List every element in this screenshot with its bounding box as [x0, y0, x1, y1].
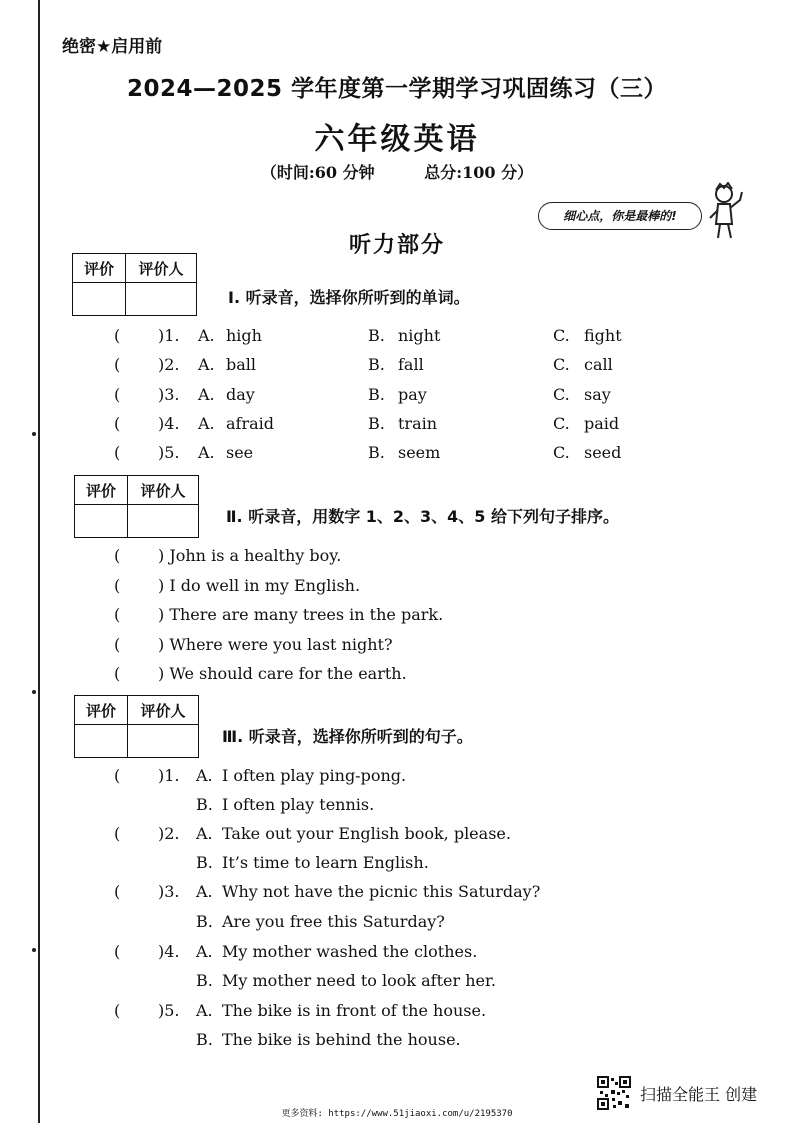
sentence: ) We should care for the earth. — [158, 664, 407, 683]
part3-title: Ⅲ. 听录音，选择你所听到的句子。 — [222, 727, 473, 746]
answer-blank[interactable]: ( — [114, 414, 121, 433]
question-number: )4. — [158, 942, 180, 961]
option-c-label: C. — [553, 414, 570, 433]
grader-label: 评价人 — [128, 476, 199, 505]
answer-blank[interactable]: ( — [114, 355, 121, 374]
option-b: Are you free this Saturday? — [222, 912, 445, 931]
score-field[interactable] — [73, 283, 126, 316]
binding-mark — [32, 432, 36, 436]
question-number: )4. — [158, 414, 180, 433]
option-a-label: A. — [196, 942, 213, 961]
question-number: )1. — [158, 326, 180, 345]
answer-blank[interactable]: ( — [114, 326, 121, 345]
option-a: My mother washed the clothes. — [222, 942, 478, 961]
answer-blank[interactable]: ( — [114, 385, 121, 404]
time-limit: （时间:60 分钟 — [260, 163, 375, 182]
option-b-label: B. — [368, 414, 385, 433]
option-b-label: B. — [368, 326, 385, 345]
answer-blank[interactable]: ( — [114, 443, 121, 462]
answer-blank[interactable]: ( — [114, 576, 121, 595]
grader-label: 评价人 — [128, 696, 199, 725]
answer-blank[interactable]: ( — [114, 824, 121, 843]
option-b: train — [398, 414, 438, 433]
answer-blank[interactable]: ( — [114, 882, 121, 901]
score-field[interactable] — [75, 505, 128, 538]
option-b-label: B. — [196, 853, 213, 872]
option-c: fight — [584, 326, 622, 345]
option-a-label: A. — [196, 824, 213, 843]
answer-blank[interactable]: ( — [114, 635, 121, 654]
sentence: ) John is a healthy boy. — [158, 546, 342, 565]
time-info — [0, 160, 794, 183]
option-a: I often play ping-pong. — [222, 766, 407, 785]
question-number: )3. — [158, 385, 180, 404]
question-number: )5. — [158, 1001, 180, 1020]
footer-source-link[interactable]: 更多资料: https://www.51jiaoxi.com/u/2195370 — [281, 1109, 513, 1119]
option-c-label: C. — [553, 385, 570, 404]
option-b-label: B. — [368, 385, 385, 404]
option-a: see — [226, 443, 254, 462]
listening-section-heading: 听力部分 — [348, 233, 445, 258]
part1-title: Ⅰ. 听录音，选择你所听到的单词。 — [228, 288, 470, 307]
option-b: I often play tennis. — [222, 795, 375, 814]
grader-label: 评价人 — [126, 254, 197, 283]
question-number: )3. — [158, 882, 180, 901]
option-c: call — [584, 355, 613, 374]
option-b-label: B. — [196, 1030, 213, 1049]
total-score: 总分:100 分） — [424, 163, 534, 182]
grader-field[interactable] — [126, 283, 197, 316]
question-number: )2. — [158, 824, 180, 843]
option-c-label: C. — [553, 443, 570, 462]
option-b: pay — [398, 385, 427, 404]
option-c-label: C. — [553, 355, 570, 374]
score-box — [72, 253, 197, 316]
qr-code-icon — [597, 1076, 631, 1110]
option-b-label: B. — [368, 443, 385, 462]
option-c: paid — [584, 414, 620, 433]
option-a-label: A. — [198, 443, 215, 462]
score-box — [74, 695, 199, 758]
option-b: night — [398, 326, 441, 345]
option-a-label: A. — [198, 385, 215, 404]
option-a: day — [226, 385, 255, 404]
option-a-label: A. — [198, 355, 215, 374]
question-number: )2. — [158, 355, 180, 374]
question-number: )5. — [158, 443, 180, 462]
sentence: ) There are many trees in the park. — [158, 605, 444, 624]
option-b: My mother need to look after her. — [222, 971, 496, 990]
grader-field[interactable] — [128, 725, 199, 758]
option-a: afraid — [226, 414, 275, 433]
subject-title: 六年级英语 — [314, 122, 480, 157]
binding-mark — [32, 690, 36, 694]
option-c: say — [584, 385, 611, 404]
answer-blank[interactable]: ( — [114, 1001, 121, 1020]
grader-field[interactable] — [128, 505, 199, 538]
option-b-label: B. — [196, 795, 213, 814]
answer-blank[interactable]: ( — [114, 546, 121, 565]
question-number: )1. — [158, 766, 180, 785]
option-a-label: A. — [196, 766, 213, 785]
answer-blank[interactable]: ( — [114, 942, 121, 961]
scanner-watermark: 扫描全能王 创建 — [640, 1085, 758, 1104]
score-label: 评价 — [75, 476, 128, 505]
answer-blank[interactable]: ( — [114, 766, 121, 785]
option-b-label: B. — [196, 971, 213, 990]
option-a: The bike is in front of the house. — [222, 1001, 487, 1020]
answer-blank[interactable]: ( — [114, 664, 121, 683]
sentence: ) Where were you last night? — [158, 635, 393, 654]
option-a: Take out your English book, please. — [222, 824, 511, 843]
exam-title: 2024—2025 学年度第一学期学习巩固练习（三） — [126, 76, 668, 102]
encouragement-badge: 细心点，你是最棒的! — [538, 202, 702, 230]
score-box — [74, 475, 199, 538]
option-b: It’s time to learn English. — [222, 853, 429, 872]
option-a-label: A. — [198, 326, 215, 345]
option-b-label: B. — [368, 355, 385, 374]
option-a: Why not have the picnic this Saturday? — [222, 882, 541, 901]
option-a: ball — [226, 355, 257, 374]
option-b: fall — [398, 355, 424, 374]
option-a-label: A. — [196, 1001, 213, 1020]
score-field[interactable] — [75, 725, 128, 758]
option-a-label: A. — [198, 414, 215, 433]
sentence: ) I do well in my English. — [158, 576, 361, 595]
option-b: The bike is behind the house. — [222, 1030, 461, 1049]
part2-title: Ⅱ. 听录音，用数字 1、2、3、4、5 给下列句子排序。 — [226, 507, 619, 526]
option-a: high — [226, 326, 262, 345]
score-label: 评价 — [73, 254, 126, 283]
binding-mark — [32, 948, 36, 952]
score-label: 评价 — [75, 696, 128, 725]
option-b-label: B. — [196, 912, 213, 931]
option-a-label: A. — [196, 882, 213, 901]
option-c: seed — [584, 443, 622, 462]
secret-label: 绝密★启用前 — [62, 37, 163, 57]
answer-blank[interactable]: ( — [114, 605, 121, 624]
option-c-label: C. — [553, 326, 570, 345]
option-b: seem — [398, 443, 441, 462]
